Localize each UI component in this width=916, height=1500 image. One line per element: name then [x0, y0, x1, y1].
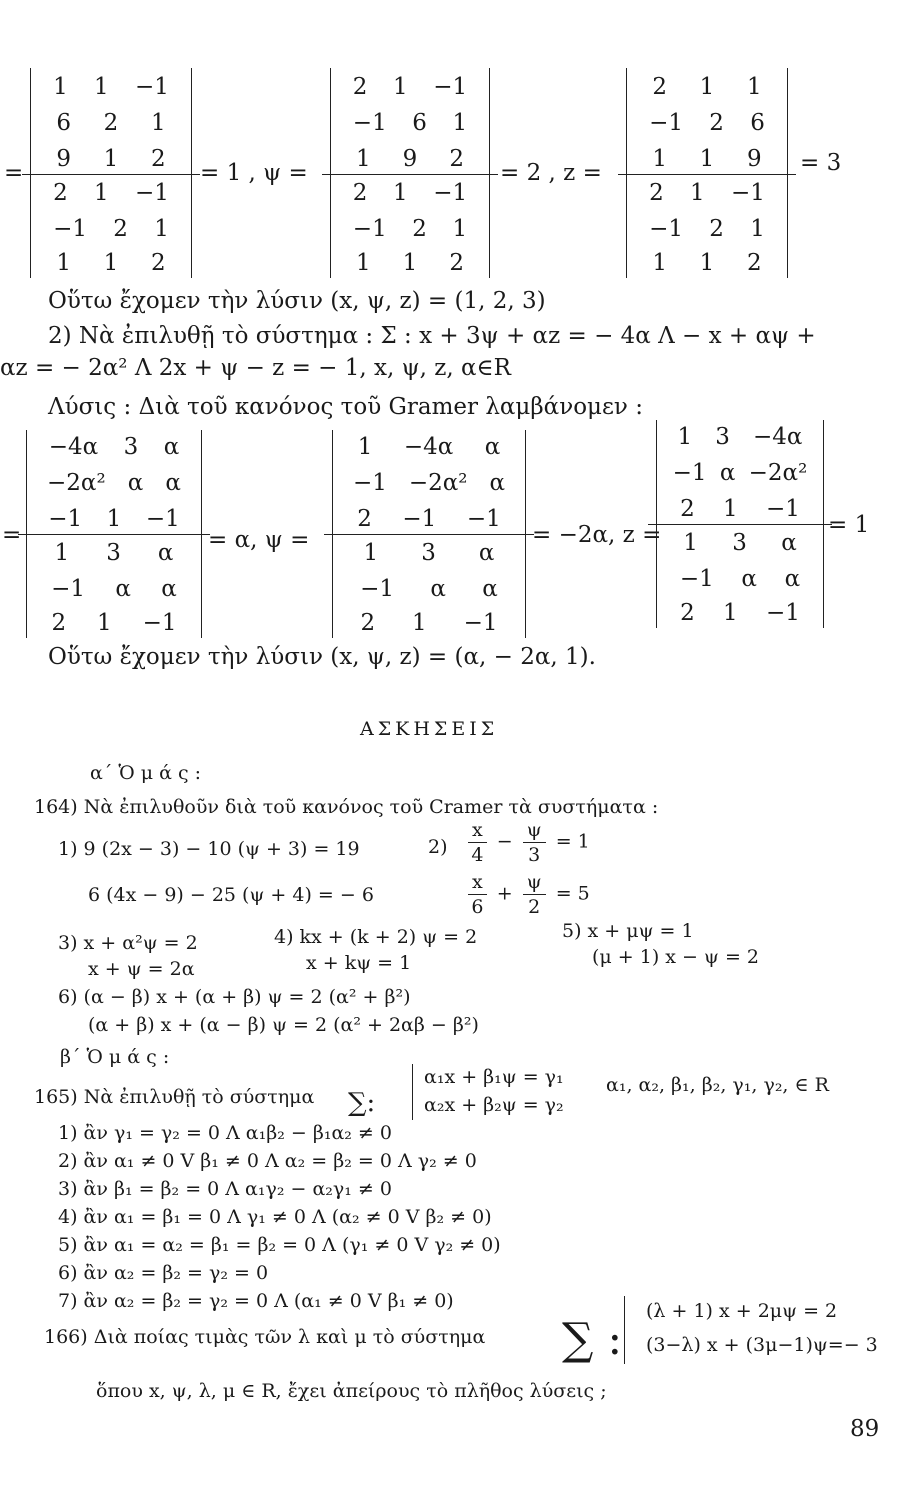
det-row: −1 α α [360, 576, 498, 602]
det-row: −1 −2α² α [352, 470, 505, 496]
example-2-statement-line-1: 2) Νὰ ἐπιλυθῇ τὸ σύστημα : Σ : x + 3ψ + αz = − 4α Λ − x + αψ + [48, 323, 816, 349]
det-row: 1 1 2 [652, 250, 762, 276]
det-row: −1 1 −1 [48, 506, 180, 532]
problem-164-intro: 164) Νὰ ἐπιλυθοῦν διὰ τοῦ κανόνος τοῦ Cramer τὰ συστήματα : [34, 796, 659, 818]
problem-166-intro: 166) Διὰ ποίας τιμὰς τῶν λ καὶ μ τὸ σύστημα [44, 1326, 486, 1348]
problem-165-case: 1) ἂν γ₁ = γ₂ = 0 Λ α₁β₂ − β₁α₂ ≠ 0 [58, 1122, 392, 1144]
group-a-heading: α΄ Ὁ μ ά ς : [90, 762, 202, 784]
z-result: = 1 [828, 512, 870, 538]
example-2-conclusion: Οὕτω ἔχομεν τὴν λύσιν (x, ψ, z) = (α, − 2α, 1). [48, 644, 596, 670]
fraction-bar [22, 174, 200, 175]
sigma-symbol: ∑: [348, 1088, 376, 1118]
problem-164-2-label: 2) [428, 836, 448, 858]
problem-164-3-eq2: x + ψ = 2α [88, 958, 195, 980]
det-row: −1 6 1 [352, 110, 468, 136]
det-row: 1 1 2 [356, 250, 464, 276]
problem-166-question: ὅπου x, ψ, λ, μ ∈ R, ἔχει ἀπείρους τὸ πλῆθος λύσεις ; [96, 1380, 607, 1402]
problem-164-5-eq2: (μ + 1) x − ψ = 2 [592, 946, 760, 968]
example-2-solution-intro: Λύσις : Διὰ τοῦ κανόνος τοῦ Gramer λαμβάνομεν : [48, 394, 643, 420]
problem-165-case: 6) ἂν α₂ = β₂ = γ₂ = 0 [58, 1262, 269, 1284]
example-2-statement-line-2: αz = − 2α² Λ 2x + ψ − z = − 1, x, ψ, z, α∈R [0, 355, 511, 381]
problem-166-eq1: (λ + 1) x + 2μψ = 2 [646, 1300, 838, 1322]
problem-164-3-eq1: 3) x + α²ψ = 2 [58, 932, 198, 954]
exercises-heading: ΑΣΚΗΣΕΙΣ [360, 718, 499, 740]
problem-164-2-eq2: $\frac{x}{6}$ + $\frac{\psi}{2}$ = 5 [464, 870, 590, 919]
det-row: 6 2 1 [56, 110, 166, 136]
det-row: 2 1 −1 [680, 496, 800, 522]
det-row: 1 1 −1 [53, 74, 169, 100]
det-y-1 [330, 68, 490, 278]
sigma-symbol: ∑ : [562, 1314, 623, 1365]
det-row: 2 1 −1 [53, 180, 169, 206]
det-row: 2 1 −1 [680, 600, 800, 626]
problem-165-eq1: α₁x + β₁ψ = γ₁ [424, 1066, 564, 1088]
det-row: 9 1 2 [56, 146, 166, 172]
fraction: $\frac{\psi}{3}$ [523, 818, 546, 867]
problem-165-case: 4) ἂν α₁ = β₁ = 0 Λ γ₁ ≠ 0 Λ (α₂ ≠ 0 V β₂ ≠ 0) [58, 1206, 492, 1228]
det-row: 2 1 −1 [352, 180, 468, 206]
det-row: −1 2 1 [53, 216, 169, 242]
fraction-bar [324, 534, 534, 535]
det-row: −1 2 6 [649, 110, 765, 136]
group-b-heading: β΄ Ὁ μ ά ς : [60, 1046, 170, 1068]
det-row: 1 3 α [363, 540, 495, 566]
system-bracket [624, 1296, 625, 1364]
problem-166-eq2: (3−λ) x + (3μ−1)ψ=− 3 [646, 1334, 878, 1356]
fraction: $\frac{\psi}{2}$ [523, 870, 546, 919]
problem-164-2-eq1: $\frac{x}{4}$ − $\frac{\psi}{3}$ = 1 [464, 818, 590, 867]
problem-164-4-eq1: 4) kx + (k + 2) ψ = 2 [274, 926, 478, 948]
det-row: 2 −1 −1 [357, 506, 501, 532]
problem-164-5-eq1: 5) x + μψ = 1 [562, 920, 694, 942]
det-row: 2 1 −1 [352, 74, 468, 100]
problem-165-case: 2) ἂν α₁ ≠ 0 V β₁ ≠ 0 Λ α₂ = β₂ = 0 Λ γ₂ ≠ 0 [58, 1150, 477, 1172]
det-row: 2 1 −1 [360, 610, 498, 636]
det-row: −1 α −2α² [672, 460, 808, 486]
det-row: −4α 3 α [48, 434, 180, 460]
det-row: −2α² α α [47, 470, 181, 496]
x-result: = 1 , ψ = [200, 160, 308, 186]
page-number: 89 [850, 1416, 880, 1442]
problem-164-1-eq2: 6 (4x − 9) − 25 (ψ + 4) = − 6 [88, 884, 374, 906]
det-row: 1 1 9 [652, 146, 762, 172]
problem-165-case: 7) ἂν α₂ = β₂ = γ₂ = 0 Λ (α₁ ≠ 0 V β₁ ≠ 0) [58, 1290, 454, 1312]
fraction-bar [618, 174, 796, 175]
det-row: 1 3 −4α [677, 424, 803, 450]
problem-164-1-eq1: 1) 9 (2x − 3) − 10 (ψ + 3) = 19 [58, 838, 360, 860]
y-result: = −2α, z = [532, 522, 662, 548]
problem-164-6-eq2: (α + β) x + (α − β) ψ = 2 (α² + 2αβ − β²) [88, 1014, 479, 1036]
det-row: 2 1 −1 [649, 180, 765, 206]
det-row: 1 −4α α [357, 434, 501, 460]
fraction-bar [322, 174, 498, 175]
fraction-bar [18, 534, 210, 535]
det-x-2 [26, 430, 202, 638]
det-row: −1 α α [51, 576, 177, 602]
det-row: 1 3 α [54, 540, 174, 566]
fraction: $\frac{x}{6}$ [468, 870, 487, 919]
x-equals-sign: = [4, 160, 24, 186]
z-result: = 3 [800, 150, 842, 176]
det-row: 1 9 2 [356, 146, 464, 172]
det-row: −1 α α [679, 566, 801, 592]
problem-165-eq2: α₂x + β₂ψ = γ₂ [424, 1094, 564, 1116]
x-equals-sign: = [2, 522, 22, 548]
det-row: 1 3 α [683, 530, 797, 556]
fraction: $\frac{x}{4}$ [468, 818, 487, 867]
problem-165-case: 3) ἂν β₁ = β₂ = 0 Λ α₁γ₂ − α₂γ₁ ≠ 0 [58, 1178, 392, 1200]
example-1-conclusion: Οὕτω ἔχομεν τὴν λύσιν (x, ψ, z) = (1, 2, 3) [48, 288, 546, 314]
det-row: −1 2 1 [649, 216, 765, 242]
problem-165-intro: 165) Νὰ ἐπιλυθῇ τὸ σύστημα [34, 1086, 315, 1108]
fraction-bar [648, 524, 832, 525]
problem-165-domain: α₁, α₂, β₁, β₂, γ₁, γ₂, ∈ R [606, 1074, 829, 1096]
det-row: −1 2 1 [352, 216, 468, 242]
det-x-1 [30, 68, 192, 278]
problem-164-6-eq1: 6) (α − β) x + (α + β) ψ = 2 (α² + β²) [58, 986, 411, 1008]
det-row: 2 1 −1 [51, 610, 177, 636]
y-result: = 2 , z = [500, 160, 602, 186]
det-z-2 [656, 420, 824, 628]
problem-165-case: 5) ἂν α₁ = α₂ = β₁ = β₂ = 0 Λ (γ₁ ≠ 0 V γ₂ ≠ 0) [58, 1234, 501, 1256]
det-z-1 [626, 68, 788, 278]
x-result: = α, ψ = [208, 527, 310, 553]
det-y-2 [332, 430, 526, 638]
det-row: 2 1 1 [652, 74, 762, 100]
problem-164-4-eq2: x + kψ = 1 [306, 952, 412, 974]
system-bracket [412, 1064, 413, 1120]
det-row: 1 1 2 [56, 250, 166, 276]
